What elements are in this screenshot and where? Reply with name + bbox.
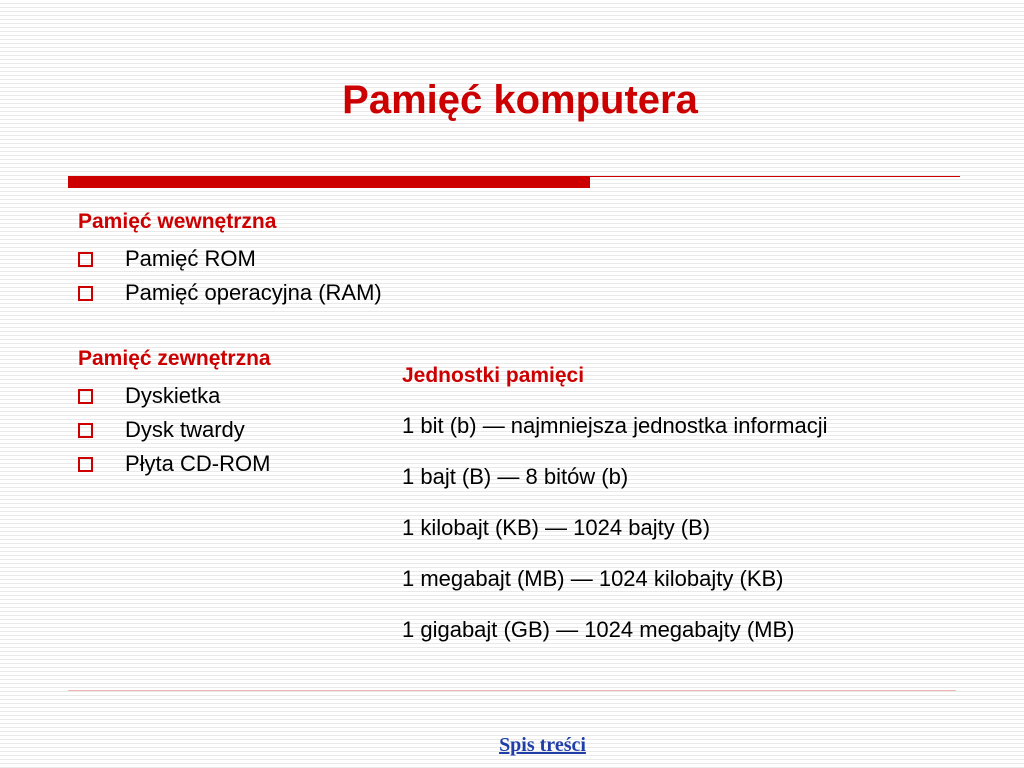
external-memory-heading: Pamięć zewnętrzna: [78, 347, 271, 370]
memory-unit-line: 1 bit (b) — najmniejsza jednostka informacji: [402, 413, 828, 438]
internal-memory-list: [78, 242, 382, 310]
hollow-square-bullet-icon: [78, 252, 93, 267]
list-item: [78, 242, 382, 276]
list-item: [78, 447, 270, 481]
external-memory-list: [78, 379, 270, 481]
list-item-label: Dyskietka: [125, 383, 221, 408]
memory-units-heading: Jednostki pamięci: [402, 364, 585, 387]
memory-unit-line: 1 kilobajt (KB) — 1024 bajty (B): [402, 515, 711, 540]
list-item-label: Płyta CD-ROM: [125, 451, 271, 476]
memory-unit-line: 1 gigabajt (GB) — 1024 megabajty (MB): [402, 617, 795, 642]
title-divider-thick: [68, 176, 590, 188]
list-item-label: Dysk twardy: [125, 417, 245, 442]
hollow-square-bullet-icon: [78, 286, 93, 301]
list-item: [78, 379, 270, 413]
list-item: [78, 413, 270, 447]
slide-title: Pamięć komputera: [342, 78, 698, 122]
hollow-square-bullet-icon: [78, 389, 93, 404]
memory-unit-line: 1 bajt (B) — 8 bitów (b): [402, 464, 629, 489]
memory-unit-line: 1 megabajt (MB) — 1024 kilobajty (KB): [402, 566, 784, 591]
title-divider-thin: [590, 176, 960, 177]
list-item-label: Pamięć operacyjna (RAM): [125, 280, 382, 305]
memory-units-list: [402, 404, 828, 659]
list-item: [78, 276, 382, 310]
hollow-square-bullet-icon: [78, 423, 93, 438]
hollow-square-bullet-icon: [78, 457, 93, 472]
footer-divider: [68, 690, 956, 691]
table-of-contents-link[interactable]: Spis treści: [499, 734, 586, 756]
list-item-label: Pamięć ROM: [125, 246, 256, 271]
internal-memory-heading: Pamięć wewnętrzna: [78, 210, 277, 233]
